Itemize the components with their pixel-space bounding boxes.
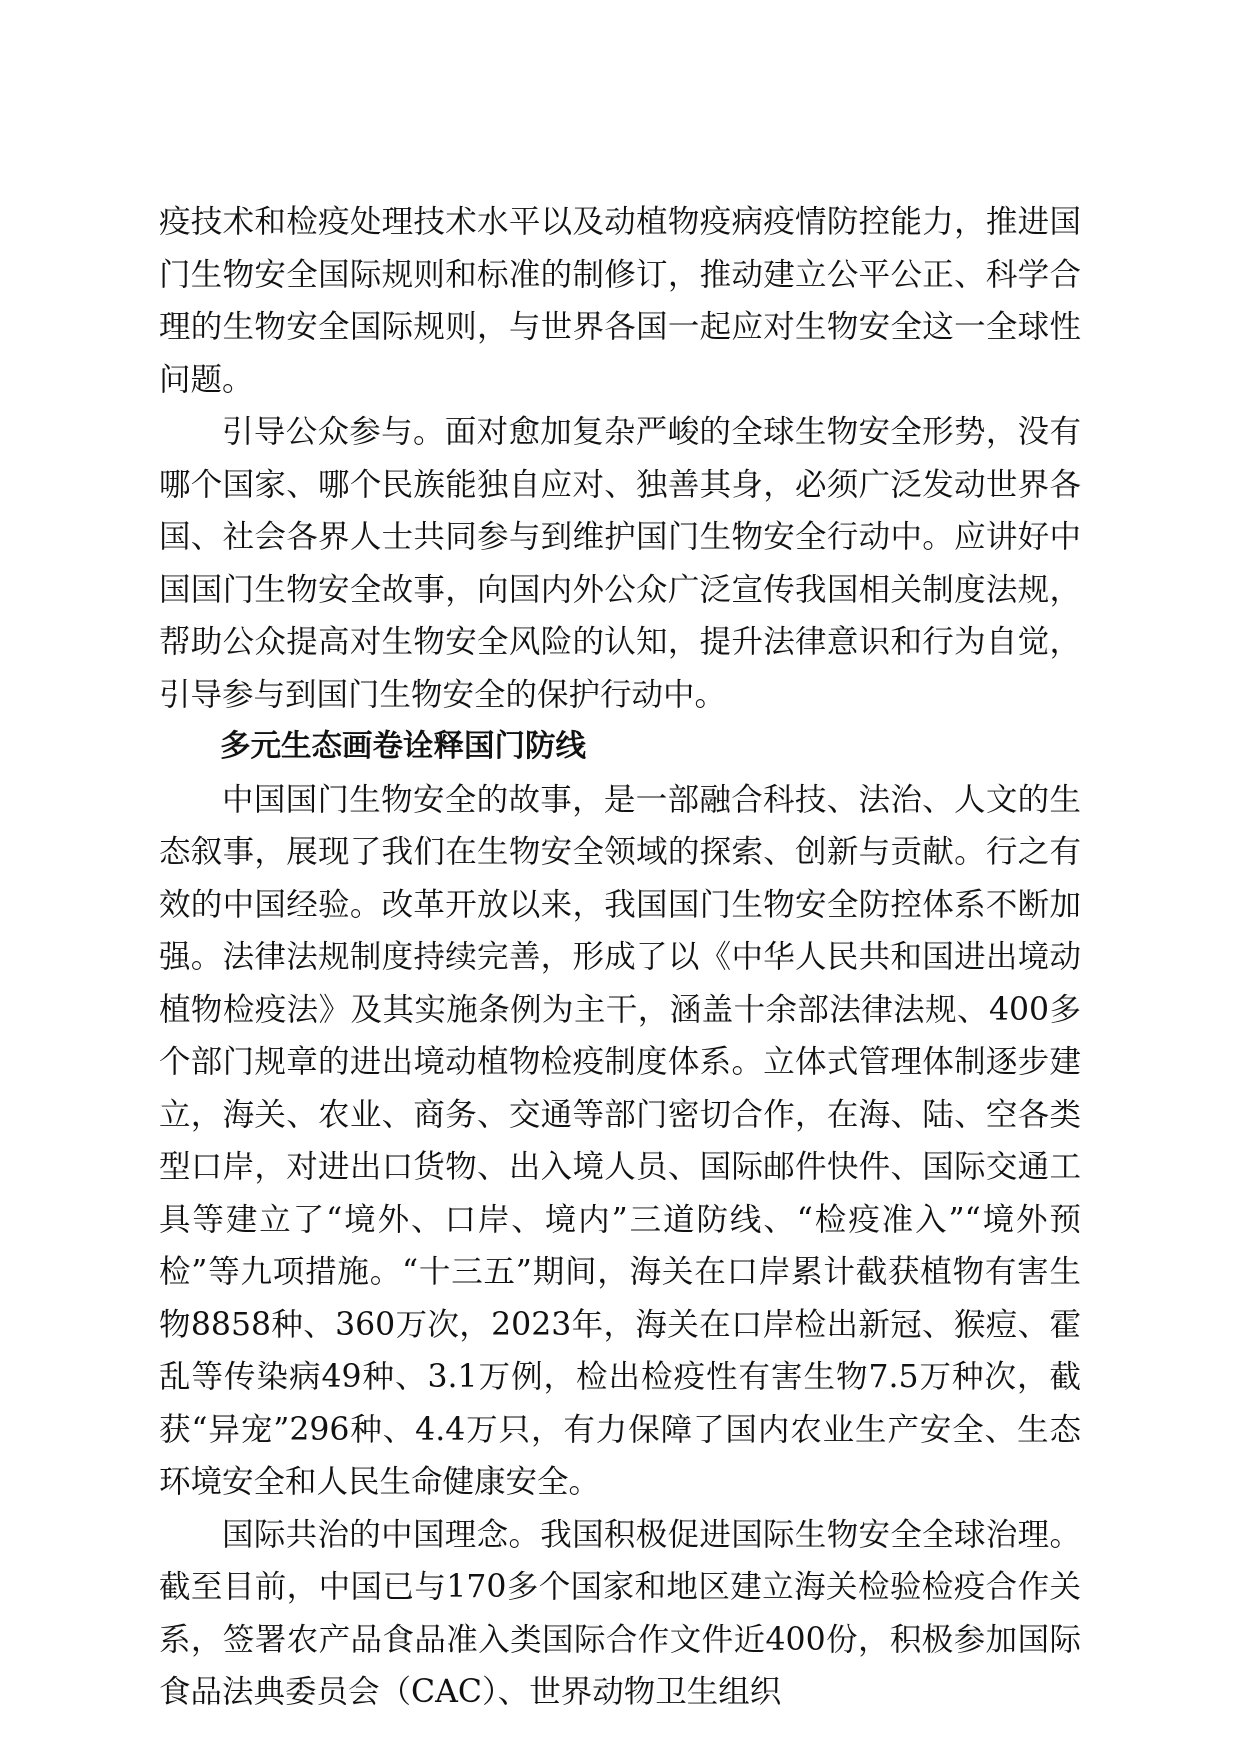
section-heading: 多元生态画卷诠释国门防线 [220,729,586,764]
paragraph-continuation: 疫技术和检疫处理技术水平以及动植物疫病疫情防控能力，推进国门生物安全国际规则和标准的制修订，推动建立公平公正、科学合理的生物安全国际规则，与世界各国一起应对生物安全这一全球性问题。 [159,204,1081,398]
paragraph-china-experience: 中国国门生物安全的故事，是一部融合科技、法治、人文的生态叙事，展现了我们在生物安全领域的探索、创新与贡献。行之有效的中国经验。改革开放以来，我国国门生物安全防控体系不断加强。法律法规制度持续完善，形成了以《中华人民共和国进出境动植物检疫法》及其实施条例为主干，涵盖十余部法律法规、400多个部门规章的进出境动植物检疫制度体系。立体式管理体制逐步建立，海关、农业、商务、交通等部门密切合作，在海、陆、空各类型口岸，对进出口货物、出入境人员、国际邮件快件、国际交通工具等建立了“境外、口岸、境内”三道防线、“检疫准入”“境外预检”等九项措施。“十三五”期间，海关在口岸累计截获植物有害生物8858种、360万次，2023年，海关在口岸检出新冠、猴痘、霍乱等传染病49种、3.1万例，检出检疫性有害生物7.5万种次，截获“异宠”296种、4.4万只，有力保障了国内农业生产安全、生态环境安全和人民生命健康安全。 [159,781,1081,1500]
document-page [159,196,1081,1719]
paragraph-international-governance: 国际共治的中国理念。我国积极促进国际生物安全全球治理。截至目前，中国已与170多个国家和地区建立海关检验检疫合作关系，签署农产品食品准入类国际合作文件近400份，积极参加国际食品法典委员会（CAC）、世界动物卫生组织 [159,1516,1081,1710]
paragraph-public-participation: 引导公众参与。面对愈加复杂严峻的全球生物安全形势，没有哪个国家、哪个民族能独自应对、独善其身，必须广泛发动世界各国、社会各界人士共同参与到维护国门生物安全行动中。应讲好中国国门生物安全故事，向国内外公众广泛宣传我国相关制度法规，帮助公众提高对生物安全风险的认知，提升法律意识和行为自觉，引导参与到国门生物安全的保护行动中。 [159,414,1081,713]
